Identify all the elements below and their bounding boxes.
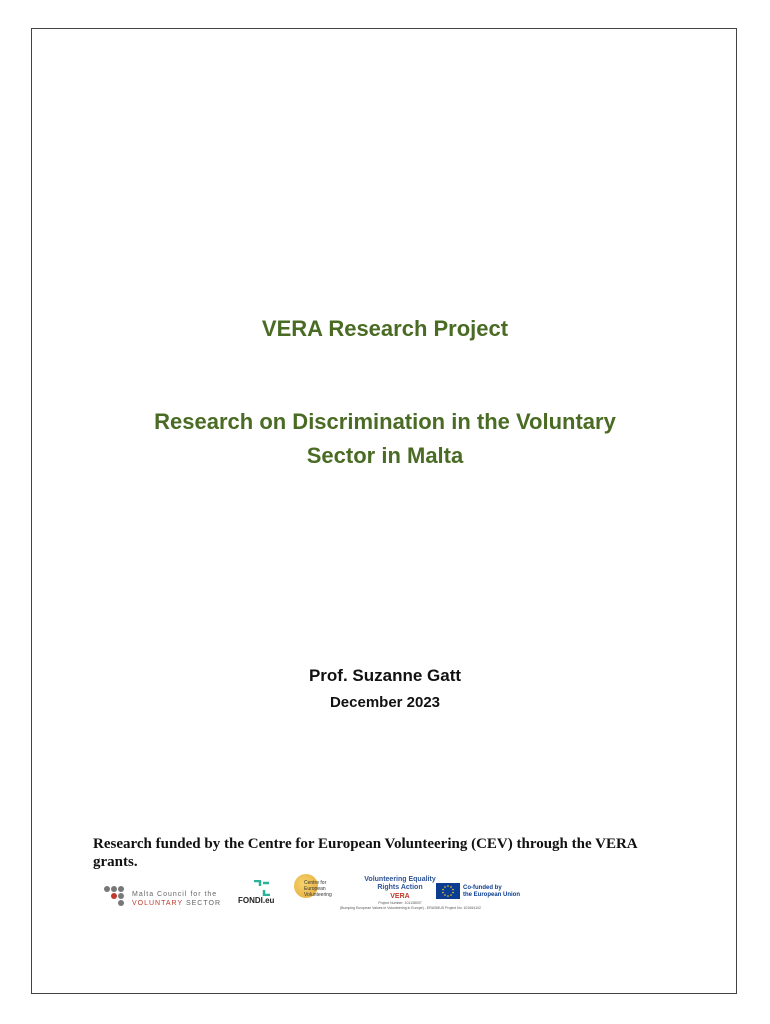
fondi-logo	[238, 880, 282, 905]
vera-line-2: Rights Action	[377, 884, 423, 891]
publication-date: December 2023	[329, 694, 441, 711]
mcvs-dots-icon	[104, 886, 134, 910]
document-subtitle	[0, 405, 770, 473]
mcvs-line-2	[132, 899, 221, 908]
logo-strip	[0, 872, 770, 932]
cev-line-2: European	[304, 886, 326, 892]
cev-line-3: Volunteering	[304, 892, 332, 898]
fondi-name: FONDI.eu	[238, 896, 275, 905]
cev-line-1: Centre for	[304, 880, 327, 886]
subtitle-line-2: Sector in Malta	[306, 443, 464, 468]
mcvs-voluntary: VOLUNTARY	[132, 900, 184, 907]
mcvs-text	[132, 890, 221, 908]
eu-line-2: the European Union	[463, 892, 520, 898]
cev-text	[304, 880, 344, 898]
funding-note: Research funded by the Centre for European Volunteering (CEV) through the VERA grants.	[93, 836, 637, 870]
author-name: Prof. Suzanne Gatt	[308, 666, 462, 685]
vera-project-number: Project Number: 101138007	[378, 901, 422, 905]
eu-line-1: Co-funded by	[463, 885, 502, 891]
vera-line-1: Volunteering Equality	[364, 876, 436, 883]
vera-project-note: (Bumping European Values in Volunteering in Europe) - ERASMUS Project No: 101064102	[340, 906, 481, 910]
document-title: VERA Research Project	[261, 316, 509, 341]
eu-flag-icon	[436, 883, 460, 899]
vera-acronym: VERA	[390, 893, 410, 900]
mcvs-line-1: Malta Council for the	[132, 891, 218, 898]
mcvs-sector: SECTOR	[183, 900, 222, 907]
eu-text	[463, 885, 520, 899]
subtitle-line-1: Research on Discrimination in the Voluntary	[154, 409, 616, 434]
fondi-mark-icon	[252, 880, 272, 896]
